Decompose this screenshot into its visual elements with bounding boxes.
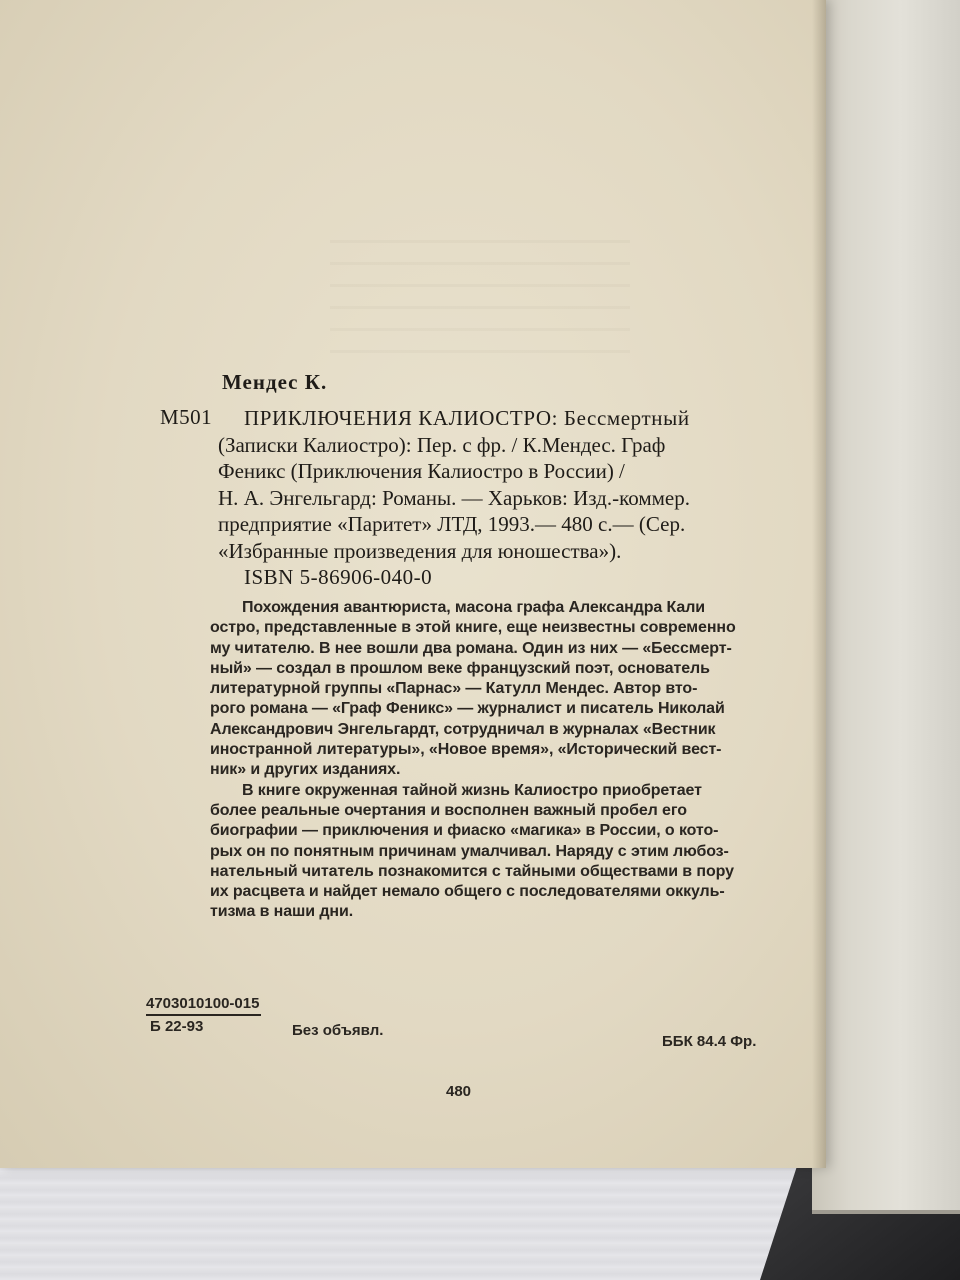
author-name: Мендес К. [222,370,328,394]
isbn: ISBN 5-86906-040-0 [244,565,433,589]
biblio-line: предприятие «Паритет» ЛТД, 1993.— 480 с.— (Сер. [218,512,686,536]
annotation-line: биографии — приключения и фиаско «магика» в России, о кото- [210,822,719,840]
page-count: 480 [446,1083,472,1100]
annotation-line: рых он по понятным причинам умалчивал. Наряду с этим любоз- [210,842,729,860]
annotation-line: тизма в наши дни. [210,903,354,921]
annotation-line: иностранной литературы», «Новое время», «Исторический вест- [210,741,722,759]
annotation-line: Александрович Энгельгардт, сотрудничал в журналах «Вестник [210,720,716,738]
classmark: М501 [160,405,213,429]
annotation-line: их расцвета и найдет немало общего с последователями оккуль- [210,883,725,901]
annotation-line: В книге окруженная тайной жизнь Калиостро приобретает [242,781,702,799]
annotation-line: более реальные очертания и восполнен важный пробел его [210,801,687,819]
annotation-line: му читателю. В нее вошли два романа. Один из них — «Бессмерт- [210,639,732,657]
publication-code [146,995,261,1035]
biblio-line: «Избранные произведения для юношества»). [218,538,622,563]
annotation-line: остро, представленные в этой книге, еще неизвестны современно [210,619,736,637]
biblio-line: Н. А. Энгельгард: Романы. — Харьков: Изд.-коммер. [218,485,690,510]
no-ads-note: Без объявл. [292,1022,384,1039]
annotation [210,598,800,923]
annotation-line: ник» и других изданиях. [210,761,401,779]
biblio-line: (Записки Калиостро): Пер. с фр. / К.Мендес. Граф [218,432,666,457]
biblio-line: Феникс (Приключения Калиостро в России) / [218,459,625,483]
code-denominator: Б 22-93 [150,1018,204,1035]
show-through-text [330,240,630,360]
annotation-line: Похождения авантюриста, масона графа Александра Кали [242,599,706,616]
bbk-code: ББК 84.4 Фр. [662,1033,757,1050]
biblio-line: ПРИКЛЮЧЕНИЯ КАЛИОСТРО: Бессмертный [244,406,690,430]
annotation-line: рого романа — «Граф Феникс» — журналист и писатель Николай [210,700,725,718]
facing-page [812,0,960,1214]
annotation-line: литературной группы «Парнас» — Катулл Мендес. Автор вто- [210,680,698,698]
annotation-line: ный» — создал в прошлом веке французский поэт, основатель [210,659,710,677]
code-numerator: 4703010100-015 [146,995,261,1016]
bibliographic-record [218,405,828,591]
annotation-line: нательный читатель познакомится с тайными обществами в пору [210,862,734,880]
